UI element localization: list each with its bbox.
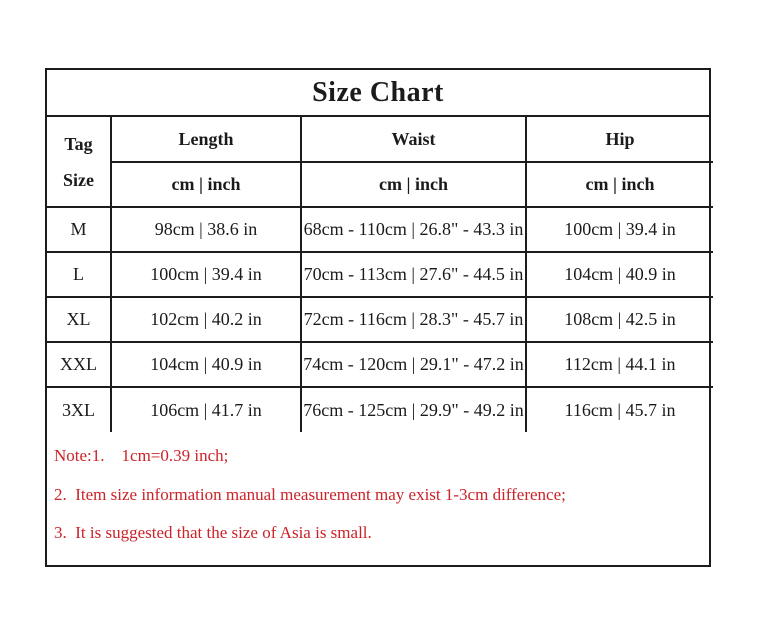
chart-title: Size Chart (47, 70, 709, 117)
hip-cell: 112cm | 44.1 in (526, 342, 713, 387)
header-length: Length (111, 117, 301, 162)
header-tag-size-cell (47, 117, 111, 207)
header-hip: Hip (526, 117, 713, 162)
size-tag-cell: XL (47, 297, 111, 342)
size-tag-cell: XXL (47, 342, 111, 387)
table-row-m (47, 207, 713, 252)
size-chart-table (45, 68, 711, 567)
length-cell: 98cm | 38.6 in (111, 207, 301, 252)
header-hip-unit: cm | inch (526, 162, 713, 207)
note-line-3: 3. It is suggested that the size of Asia is small. (54, 523, 372, 543)
table-row-l (47, 252, 713, 297)
waist-cell: 76cm - 125cm | 29.9" - 49.2 in (301, 387, 526, 432)
header-length-unit: cm | inch (111, 162, 301, 207)
hip-cell: 116cm | 45.7 in (526, 387, 713, 432)
hip-cell: 104cm | 40.9 in (526, 252, 713, 297)
note-line-1: Note:1. 1cm=0.39 inch; (54, 446, 229, 465)
size-tag-cell: M (47, 207, 111, 252)
header-tag-label: Tag (64, 133, 93, 154)
table-row-3xl (47, 387, 713, 432)
header-waist-unit: cm | inch (301, 162, 526, 207)
table-row-xxl (47, 342, 713, 387)
size-table (47, 117, 713, 432)
hip-cell: 100cm | 39.4 in (526, 207, 713, 252)
length-cell: 104cm | 40.9 in (111, 342, 301, 387)
length-cell: 100cm | 39.4 in (111, 252, 301, 297)
length-cell: 102cm | 40.2 in (111, 297, 301, 342)
size-tag-cell: L (47, 252, 111, 297)
header-size-label: Size (63, 169, 94, 190)
size-tag-cell: 3XL (47, 387, 111, 432)
waist-cell: 68cm - 110cm | 26.8" - 43.3 in (301, 207, 526, 252)
header-row-units (47, 162, 713, 207)
note-line-2: 2. Item size information manual measurement may exist 1-3cm difference; (54, 484, 566, 504)
notes-section (47, 432, 709, 543)
hip-cell: 108cm | 42.5 in (526, 297, 713, 342)
waist-cell: 72cm - 116cm | 28.3" - 45.7 in (301, 297, 526, 342)
table-row-xl (47, 297, 713, 342)
length-cell: 106cm | 41.7 in (111, 387, 301, 432)
header-row-measures (47, 117, 713, 162)
waist-cell: 74cm - 120cm | 29.1" - 47.2 in (301, 342, 526, 387)
waist-cell: 70cm - 113cm | 27.6" - 44.5 in (301, 252, 526, 297)
header-waist: Waist (301, 117, 526, 162)
